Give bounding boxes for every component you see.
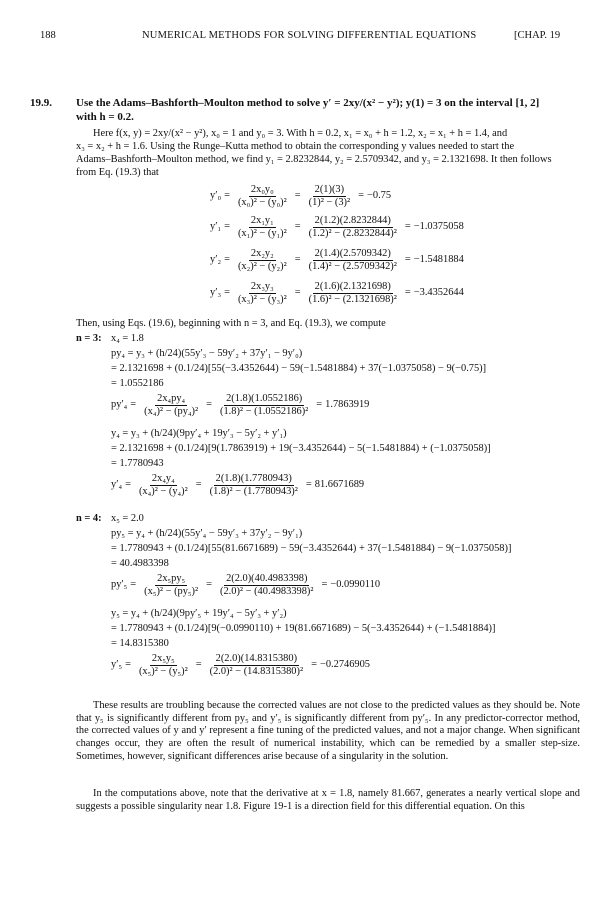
eq-denominator-values: (1.2)² − (2.8232844)² <box>308 227 397 239</box>
eq-lhs: y′₂ <box>210 254 222 266</box>
eq-result: −0.2746905 <box>319 659 370 671</box>
problem-statement-line-1: Use the Adams–Bashforth–Moulton method to solve y′ = 2xy/(x² − y²); y(1) = 3 on the interval [1, 2] <box>76 97 540 109</box>
n4-corrector-value: = 14.8315380 <box>111 638 169 649</box>
n4-corrector-formula: y₅ = y₄ + (h/24)(9py′₅ + 19y′₄ − 5y′₃ + y′₂) <box>111 608 287 619</box>
eq-numerator-values: 2(1)(3) <box>314 184 345 195</box>
n3-x-value: x₄ = 1.8 <box>111 333 144 344</box>
eq-numerator: 2x₂y₂ <box>250 248 274 259</box>
eq-denominator-values: (2.0)² − (14.8315380)² <box>209 665 304 677</box>
n4-predictor-substitution: = 1.7780943 + (0.1/24)[55(81.6671689) − 59(−3.4352644) + 37(−1.5481884) − 9(−1.0375058)] <box>111 543 512 554</box>
page-number: 188 <box>40 30 56 41</box>
eq-numerator: 2x₃y₃ <box>250 281 274 292</box>
n3-predictor-value: = 1.0552186 <box>111 378 164 389</box>
eq-denominator: (x₄)² − (py₄)² <box>144 405 199 417</box>
eq-lhs: y′₄ <box>111 479 123 491</box>
eq-denominator: (x₅)² − (y₅)² <box>138 665 188 677</box>
n3-corrector-value: = 1.7780943 <box>111 458 164 469</box>
n3-corrector-formula: y₄ = y₃ + (h/24)(9py′₄ + 19y′₃ − 5y′₂ + y′₁) <box>111 428 287 439</box>
eq-result: 1.7863919 <box>325 399 370 411</box>
chapter-label: [CHAP. 19 <box>514 30 561 41</box>
eq-numerator: 2x₁y₁ <box>250 215 274 226</box>
eq-numerator-values: 2(1.8)(1.0552186) <box>226 393 303 404</box>
n4-corrected-derivative: y′₅ = $\frac{\text{2x₅y₅}}{\text{(x₅)² − (y₅)²}}$ = $\frac{2(2.0)(14.8315380)}{\text{(2.0)² − (14.8315380)²}}$ = −0.2746905 <box>111 653 370 677</box>
eq-numerator: 2x₄py₄ <box>157 393 186 404</box>
eq-numerator: 2x₅py₅ <box>157 573 186 584</box>
intro-line-2: x₃ = x₂ + h = 1.6. Using the Runge–Kutta method to obtain the corresponding y values needed to start the <box>76 141 515 152</box>
eq-lhs: y′₃ <box>210 287 222 299</box>
eq-denominator: (x₄)² − (y₄)² <box>138 485 188 497</box>
eq-denominator-values: (1)² − (3)² <box>308 196 351 208</box>
intro-line-1: Here f(x, y) = 2xy/(x² − y²), x₀ = 1 and y₀ = 3. With h = 0.2, x₁ = x₀ + h = 1.2, x₂ = x₁ + h = 1.4, and <box>93 128 508 139</box>
eq-result: −3.4352644 <box>413 287 464 299</box>
equation-yprime-3: y′₃ = $\frac{\text{2x₃y₃}}{\text{(x₃)² − (y₃)²}}$ = $\frac{2(1.6)(2.1321698)}{\text{(1.6)² − (2.1321698)²}}$ = −3.4352644 <box>210 281 464 305</box>
eq-denominator-values: (1.6)² − (2.1321698)² <box>308 293 397 305</box>
eq-numerator-values: 2(2.0)(14.8315380) <box>215 653 298 664</box>
eq-lhs: py′₅ <box>111 579 128 591</box>
eq-result: 81.6671689 <box>314 479 365 491</box>
eq-denominator: (x₀)² − (y₀)² <box>237 196 287 208</box>
eq-lhs: y′₁ <box>210 221 222 233</box>
eq-denominator: (x₃)² − (y₃)² <box>237 293 287 305</box>
n4-predicted-derivative: py′₅ = $\frac{\text{2x₅py₅}}{\text{(x₅)² − (py₅)²}}$ = $\frac{2(2.0)(40.4983398)}{\text{(2.0)² − (40.4983398)²}}$ = −0.0990110 <box>111 573 381 597</box>
n4-predictor-value: = 40.4983398 <box>111 558 169 569</box>
eq-result: −0.0990110 <box>330 579 381 591</box>
equation-yprime-0: y′₀ = $\frac{\text{2x₀y₀}}{\text{(x₀)² − (y₀)²}}$ = $\frac{2(1)(3)}{\text{(1)² − (3)²}}$ = −0.75 <box>210 184 392 208</box>
n4-corrector-substitution: = 1.7780943 + (0.1/24)[9(−0.0990110) + 19(81.6671689) − 5(−3.4352644) + (−1.5481884)] <box>111 623 496 634</box>
then-text: Then, using Eqs. (19.6), beginning with n = 3, and Eq. (19.3), we compute <box>76 318 386 329</box>
eq-result: −1.0375058 <box>413 221 464 233</box>
eq-numerator-values: 2(1.2)(2.8232844) <box>314 215 391 226</box>
n3-predictor-substitution: = 2.1321698 + (0.1/24)[55(−3.4352644) − 59(−1.5481884) + 37(−1.0375058) − 9(−0.75)] <box>111 363 487 374</box>
equation-yprime-1: y′₁ = $\frac{\text{2x₁y₁}}{\text{(x₁)² − (y₁)²}}$ = $\frac{2(1.2)(2.8232844)}{\text{(1.2)² − (2.8232844)²}}$ = −1.0375058 <box>210 215 464 239</box>
eq-numerator-values: 2(1.8)(1.7780943) <box>215 473 292 484</box>
n3-predicted-derivative: py′₄ = $\frac{\text{2x₄py₄}}{\text{(x₄)² − (py₄)²}}$ = $\frac{2(1.8)(1.0552186)}{\text{(1.8)² − (1.0552186)²}}$ = 1.7863919 <box>111 393 370 417</box>
n4-predictor-formula: py₅ = y₄ + (h/24)(55y′₄ − 59y′₃ + 37y′₂ − 9y′₁) <box>111 528 303 539</box>
eq-numerator: 2x₄y₄ <box>151 473 175 484</box>
eq-denominator: (x₁)² − (y₁)² <box>237 227 287 239</box>
eq-lhs: py′₄ <box>111 399 128 411</box>
eq-denominator: (x₅)² − (py₅)² <box>144 585 199 597</box>
eq-denominator-values: (1.8)² − (1.0552186)² <box>220 405 309 417</box>
intro-line-3: Adams–Bashforth–Moulton method, we find y₁ = 2.8232844, y₂ = 2.5709342, and y₃ = 2.1321698. It then follows <box>76 154 552 165</box>
problem-number: 19.9. <box>30 97 52 109</box>
eq-numerator-values: 2(1.4)(2.5709342) <box>314 248 391 259</box>
n3-corrector-substitution: = 2.1321698 + (0.1/24)[9(1.7863919) + 19(−3.4352644) − 5(−1.5481884) + (−1.0375058)] <box>111 443 491 454</box>
eq-numerator-values: 2(1.6)(2.1321698) <box>314 281 391 292</box>
equation-yprime-2: y′₂ = $\frac{\text{2x₂y₂}}{\text{(x₂)² − (y₂)²}}$ = $\frac{2(1.4)(2.5709342)}{\text{(1.4)² − (2.5709342)²}}$ = −1.5481884 <box>210 248 464 272</box>
eq-numerator: 2x₀y₀ <box>250 184 274 195</box>
problem-statement-line-2: with h = 0.2. <box>76 111 134 123</box>
eq-denominator-values: (2.0)² − (40.4983398)² <box>220 585 314 597</box>
closing-paragraph-1: These results are troubling because the corrected values are not close to the predicted values as they should be. Note that y₅ is significantly different from py₅ and y′₅ is significantly different from py′₅. In any predictor-corrector method, the corrected values of y and y′ represent a fine tuning of the predicted values, and not a major change. When significant changes occur, they are often the result of numerical instability, which can be remedied by a smaller step-size. Sometimes, however, significant differences arise because of a singularity in the solution. <box>76 700 580 762</box>
intro-line-4: from Eq. (19.3) that <box>76 167 159 178</box>
eq-result: −1.5481884 <box>413 254 464 266</box>
eq-result: −0.75 <box>367 190 392 202</box>
running-title: NUMERICAL METHODS FOR SOLVING DIFFERENTIAL EQUATIONS <box>142 30 477 41</box>
n3-corrected-derivative: y′₄ = $\frac{\text{2x₄y₄}}{\text{(x₄)² − (y₄)²}}$ = $\frac{2(1.8)(1.7780943)}{\text{(1.8)² − (1.7780943)²}}$ = 81.6671689 <box>111 473 365 497</box>
eq-denominator-values: (1.8)² − (1.7780943)² <box>209 485 298 497</box>
eq-denominator-values: (1.4)² − (2.5709342)² <box>308 260 397 272</box>
n3-predictor-formula: py₄ = y₃ + (h/24)(55y′₃ − 59y′₂ + 37y′₁ − 9y′₀) <box>111 348 303 359</box>
step-label-n4: n = 4: <box>76 513 102 524</box>
step-label-n3: n = 3: <box>76 333 102 344</box>
eq-denominator: (x₂)² − (y₂)² <box>237 260 287 272</box>
n4-x-value: x₅ = 2.0 <box>111 513 144 524</box>
closing-paragraph-2: In the computations above, note that the derivative at x = 1.8, namely 81.667, generates a nearly vertical slope and suggests a possible singularity near 1.8. Figure 19-1 is a direction field for this differential equation. On this <box>76 788 580 812</box>
eq-lhs: y′₀ <box>210 190 222 202</box>
eq-lhs: y′₅ <box>111 659 123 671</box>
eq-numerator: 2x₅y₅ <box>151 653 175 664</box>
eq-numerator-values: 2(2.0)(40.4983398) <box>226 573 308 584</box>
